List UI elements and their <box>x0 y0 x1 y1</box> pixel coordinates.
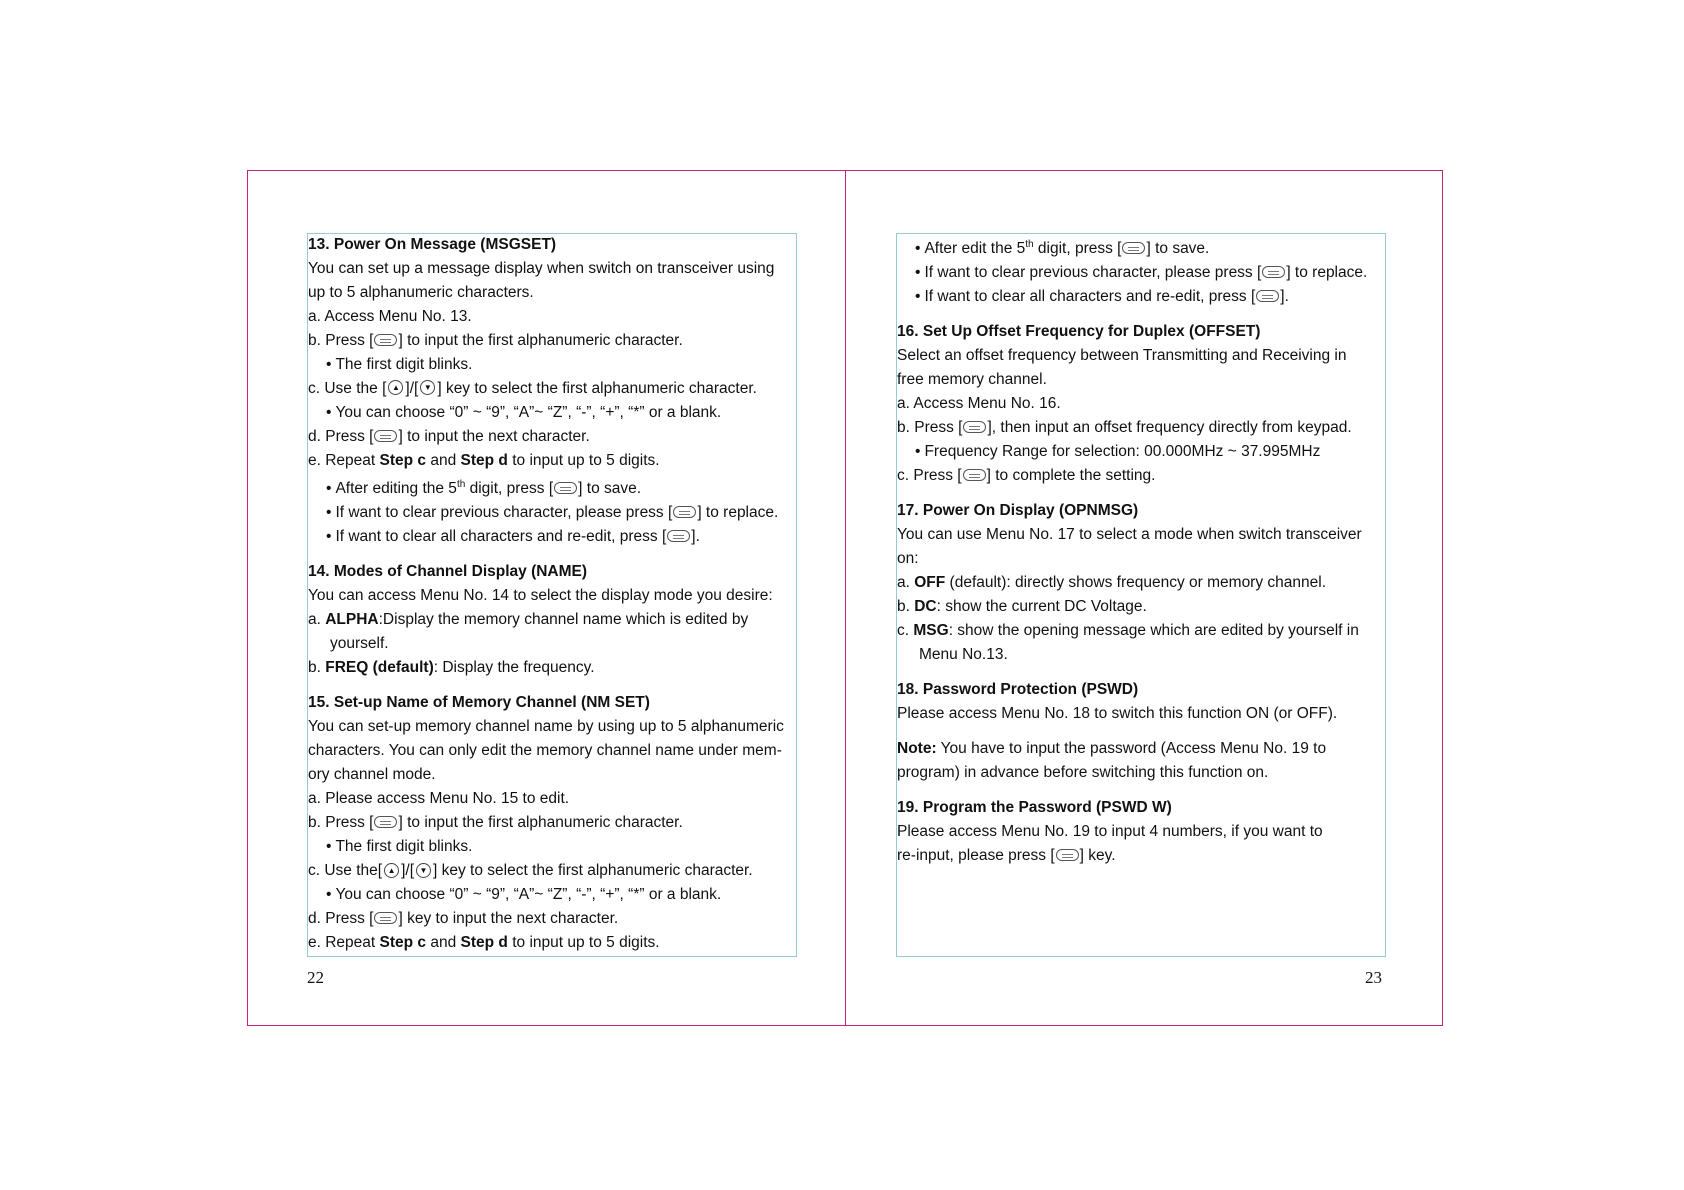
step-d: d. Press [ ] key to input the next character. <box>308 910 619 928</box>
note: Note: You have to input the password (Access Menu No. 19 to <box>897 740 1327 758</box>
bullet-item: • Frequency Range for selection: 00.000MHz ~ 37.995MHz <box>915 443 1321 461</box>
f-key-icon <box>374 816 397 828</box>
right-page-content <box>897 233 1391 868</box>
bullet-item: • You can choose “0” ~ “9”, “A”~ “Z”, “-”, “+”, “*” or a blank. <box>326 404 722 421</box>
option-b: b. DC: show the current DC Voltage. <box>897 598 1147 616</box>
up-key-icon: ▲ <box>384 863 399 878</box>
option-c-continued: Menu No.13. <box>919 646 1008 664</box>
f-key-icon <box>963 421 986 433</box>
up-key-icon: ▲ <box>388 380 403 395</box>
next-key-icon <box>374 430 397 442</box>
save-key-icon <box>554 482 577 494</box>
down-key-icon: ▼ <box>416 863 431 878</box>
step-b: b. Press [ ], then input an offset frequency directly from keypad. <box>897 419 1352 437</box>
section-heading: 15. Set-up Name of Memory Channel (NM SET) <box>308 694 650 712</box>
page-spread <box>247 170 1443 1026</box>
paragraph: Select an offset frequency between Transmitting and Receiving in <box>897 347 1347 365</box>
section-heading: 13. Power On Message (MSGSET) <box>308 236 557 253</box>
f-key-icon <box>1122 242 1145 254</box>
option-c: c. MSG: show the opening message which are edited by yourself in <box>897 622 1359 640</box>
section-heading: 16. Set Up Offset Frequency for Duplex (OFFSET) <box>897 323 1261 341</box>
bullet-item: • After editing the 5th digit, press [ ] to save. <box>326 479 642 498</box>
bullet-item: • If want to clear previous character, please press [ ] to replace. <box>915 264 1368 282</box>
paragraph: Please access Menu No. 18 to switch this function ON (or OFF). <box>897 705 1338 723</box>
bullet-item: • If want to clear previous character, please press [ ] to replace. <box>326 504 779 522</box>
paragraph: You can use Menu No. 17 to select a mode when switch transceiver <box>897 526 1362 544</box>
page-fold-line <box>845 171 846 1025</box>
step-a: a. Access Menu No. 13. <box>308 308 472 325</box>
option-a: a. ALPHA:Display the memory channel name which is edited by <box>308 611 749 629</box>
page-number-right: 23 <box>1365 968 1382 987</box>
step-a: a. Please access Menu No. 15 to edit. <box>308 790 570 808</box>
paragraph: up to 5 alphanumeric characters. <box>308 284 534 301</box>
paragraph: You can set-up memory channel name by using up to 5 alphanumeric <box>308 718 784 736</box>
option-a-continued: yourself. <box>330 635 389 653</box>
option-a: a. OFF (default): directly shows frequency or memory channel. <box>897 574 1327 592</box>
paragraph: characters. You can only edit the memory channel name under mem- <box>308 742 782 760</box>
clear-key-icon <box>1262 266 1285 278</box>
step-b: b. Press [ ] to input the first alphanumeric character. <box>308 332 683 349</box>
step-e: e. Repeat Step c and Step d to input up to 5 digits. <box>308 452 660 469</box>
paragraph: on: <box>897 550 919 568</box>
down-key-icon: ▼ <box>420 380 435 395</box>
bullet-item: • The first digit blinks. <box>326 356 473 373</box>
paragraph: ory channel mode. <box>308 766 436 784</box>
step-a: a. Access Menu No. 16. <box>897 395 1061 413</box>
step-d: d. Press [ ] to input the next character. <box>308 428 590 445</box>
section-heading: 19. Program the Password (PSWD W) <box>897 799 1172 817</box>
vm-key-icon <box>1056 849 1079 861</box>
left-page-content <box>308 233 802 955</box>
note-continued: program) in advance before switching this function on. <box>897 764 1269 782</box>
bullet-item: • If want to clear all characters and re-edit, press [ ]. <box>326 528 700 546</box>
paragraph: You can access Menu No. 14 to select the display mode you desire: <box>308 587 773 605</box>
vm-key-icon <box>667 530 690 542</box>
step-c: c. Use the [ ▲ ]/[ ▼ ] key to select the first alphanumeric character. <box>308 380 757 397</box>
page-number-left: 22 <box>307 968 324 987</box>
clear-key-icon <box>673 506 696 518</box>
paragraph: Please access Menu No. 19 to input 4 numbers, if you want to <box>897 823 1323 841</box>
paragraph: You can set up a message display when switch on transceiver using <box>308 260 775 277</box>
section-heading: 18. Password Protection (PSWD) <box>897 681 1139 699</box>
vm-key-icon <box>1256 290 1279 302</box>
bullet-item: • If want to clear all characters and re-edit, press [ ]. <box>915 288 1289 306</box>
bullet-item: • You can choose “0” ~ “9”, “A”~ “Z”, “-”, “+”, “*” or a blank. <box>326 886 722 904</box>
section-heading: 14. Modes of Channel Display (NAME) <box>308 563 588 581</box>
bullet-item: • The first digit blinks. <box>326 838 473 856</box>
section-heading: 17. Power On Display (OPNMSG) <box>897 502 1139 520</box>
bullet-item: • After edit the 5th digit, press [ ] to save. <box>915 239 1210 258</box>
paragraph: free memory channel. <box>897 371 1047 389</box>
step-c: c. Use the[ ▲ ]/[ ▼ ] key to select the first alphanumeric character. <box>308 862 753 880</box>
f-key-icon <box>963 469 986 481</box>
step-e: e. Repeat Step c and Step d to input up to 5 digits. <box>308 934 660 952</box>
step-c: c. Press [ ] to complete the setting. <box>897 467 1156 485</box>
f-key-icon <box>374 334 397 346</box>
next-key-icon <box>374 912 397 924</box>
paragraph: re-input, please press [ ] key. <box>897 847 1116 865</box>
step-b: b. Press [ ] to input the first alphanumeric character. <box>308 814 683 832</box>
option-b: b. FREQ (default): Display the frequency. <box>308 659 595 677</box>
